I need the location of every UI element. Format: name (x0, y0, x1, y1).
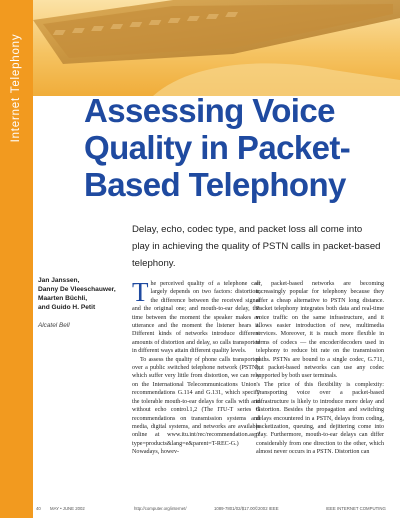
magazine-name: IEEE INTERNET COMPUTING (326, 506, 386, 511)
section-label-text: Internet Telephony (10, 33, 22, 143)
author-list (38, 276, 118, 312)
header-photo-banner (33, 0, 400, 96)
body-paragraph: To assess the quality of phone calls transported over a public switched telephone network (PSTN), which suffer very little from distortion, we can rely on the International Telecommunications Union's recommendations G.114 and G.131, which specify the tolerable mouth-to-ear delays for calls with and without echo control.1,2 (The ITU-T series G recommendations on transmission systems and media, digital systems, and networks are available online at www.itu.int/rec/recommendation.asp?type=products&lang=e&parent=T-REC-G.) Nowadays, howev- (132, 356, 260, 456)
issn-copyright: 1089-7801/02/$17.00©2002 IEEE (214, 506, 279, 511)
drop-cap: T (132, 277, 149, 307)
body-paragraph: er, packet-based networks are becoming increasingly popular for telephony because they offer a cheap alternative to PSTN long distance. Packet telephony integrates both data and real-time voice traffic on the same infrastructure, and it allows easier introduction of new, multimedia services. Moreover, it is much more flexible in terms of codecs — the encoder/decoders used in telephony to reduce bit rate on the transmission paths. PSTNs are bound to a single codec, G.711, but packet-based networks can use any codec supported by both user terminals. (256, 281, 384, 380)
article-deck: Delay, echo, codec type, and packet loss all come into play in achieving the quality of PSTN calls in packet-based telephony. (132, 224, 381, 269)
body-paragraph: The price of this flexibility is complexity: Transporting voice over a packet-based infrastructure is likely to introduce more delay and distortion. Besides the propagation and switching delays encountered in a PSTN, delays from coding, packetization, queuing, and dejittering come into play. Furthermore, mouth-to-ear delays can differ considerably from one direction to the other, which almost never occurs in a PSTN. Distortion can (256, 381, 384, 456)
page-number: 40 (36, 506, 41, 511)
section-label (0, 0, 33, 160)
author-name: and Guido H. Petit (38, 304, 96, 311)
article-title: Assessing Voice Quality in Packet-Based Telephony (84, 92, 351, 203)
footer-url[interactable]: http://computer.org/internet/ (134, 506, 187, 511)
author-name: Maarten Büchli, (38, 295, 88, 302)
author-name: Jan Janssen, (38, 277, 80, 284)
keyboard-photo-illustration (33, 0, 400, 96)
issue-date: MAY • JUNE 2002 (50, 506, 85, 511)
body-text: he perceived quality of a telephone call largely depends on two factors: distortion, the difference between the received signal and the original one; and mouth-to-ear delay, the time between the moment the speaker makes an utterance and the moment the listener hears it. Different kinds of networks introduce different amounts of distortion and delay, so calls transported in different ways attain different quality levels. (132, 281, 260, 355)
page-footer (36, 506, 390, 514)
author-affiliation: Alcatel Bell (38, 322, 70, 329)
body-column-1 (132, 277, 260, 457)
author-name: Danny De Vleeschauwer, (38, 286, 116, 293)
body-paragraph (132, 277, 260, 356)
body-column-2 (256, 280, 384, 457)
